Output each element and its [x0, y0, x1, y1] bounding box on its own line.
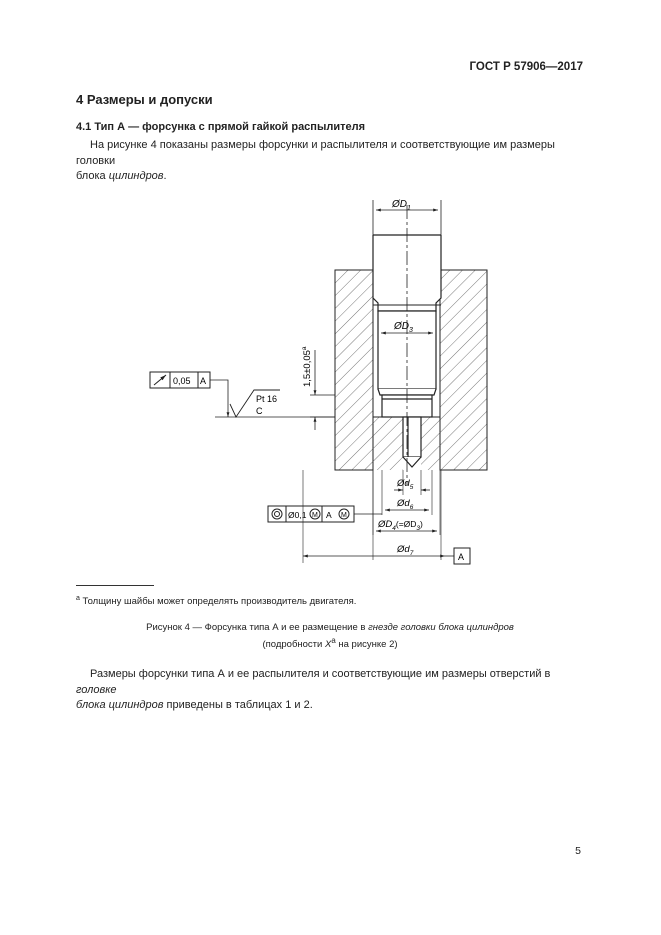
- svg-text:Ød5: $Ød_5$: [397, 478, 414, 491]
- intro-line-2: [76, 170, 167, 182]
- svg-text:Ø0,1: Ø0,1: [288, 510, 307, 520]
- caption-x: X: [324, 639, 332, 651]
- tables-text-b-italic: блока цилиндров: [76, 699, 164, 711]
- svg-text:ØD1: $ØD_1$: [392, 199, 411, 212]
- tables-line-1: [76, 667, 584, 698]
- footnote-rule: [76, 585, 154, 586]
- tables-text-a: Размеры форсунки типа А и ее распылителя и соответствующие им размеры отверстий в: [90, 668, 551, 680]
- dim-D4: [376, 519, 437, 532]
- svg-text:A: A: [458, 552, 465, 562]
- footnote: [76, 595, 356, 607]
- intro-text-italic: цилиндров: [108, 170, 164, 182]
- footnote-marker: a: [76, 595, 80, 602]
- subsection-heading: 4.1 Тип А — форсунка с прямой гайкой распылителя: [76, 121, 365, 133]
- caption-text-b: (подробности: [262, 639, 325, 651]
- page-number: 5: [575, 845, 581, 857]
- caption-sup: a: [331, 636, 336, 645]
- dim-d5: [394, 478, 430, 491]
- intro-line-1: На рисунке 4 показаны размеры форсунки и распылителя и соответствующие им размеры головки: [76, 139, 555, 167]
- caption-line-1: [76, 621, 584, 634]
- svg-text:A: A: [326, 510, 332, 520]
- svg-text:Ød6: $Ød_6$: [397, 498, 414, 511]
- svg-text:M: M: [341, 512, 347, 519]
- intro-text-b: блока: [76, 170, 109, 182]
- svg-text:ØD4(=ØD3): $ØD_4(=ØD_3)$: [378, 519, 423, 532]
- intro-text-end: .: [163, 170, 167, 182]
- document-code: ГОСТ Р 57906—2017: [469, 61, 583, 73]
- caption-text-italic: гнезде головки блока цилиндров: [368, 622, 514, 633]
- position-tolerance-frame: [268, 506, 382, 522]
- svg-text:A: A: [200, 376, 207, 386]
- figure-caption: [76, 621, 584, 651]
- dim-d6: [385, 498, 429, 511]
- injector-drawing: [140, 185, 540, 575]
- runout-tolerance-frame: [150, 372, 228, 417]
- caption-text-c: на рисунке 2): [335, 639, 398, 651]
- svg-text:Pt 16: Pt 16: [256, 394, 278, 404]
- svg-text:C: C: [256, 406, 263, 416]
- footnote-text: Толщину шайбы может определять производитель двигателя.: [82, 596, 357, 608]
- svg-text:1,5±0,05a: 1,5±0,05$^a$: [301, 346, 313, 387]
- intro-paragraph: [76, 138, 584, 185]
- svg-text:ØD3: $ØD_3$: [394, 321, 413, 334]
- svg-text:0,05: 0,05: [173, 376, 191, 386]
- dim-thickness: [301, 346, 335, 430]
- svg-text:M: M: [312, 512, 318, 519]
- caption-line-2: [76, 634, 584, 651]
- svg-text:Ød7: $Ød_7$: [397, 544, 414, 557]
- roughness-symbol: [230, 390, 280, 417]
- caption-text-a: Рисунок 4 — Форсунка типа А и ее размещение в: [146, 622, 369, 633]
- tables-text-b: приведены в таблицах 1 и 2.: [163, 699, 313, 711]
- tables-text-a-italic: головке: [76, 683, 117, 696]
- section-heading: 4 Размеры и допуски: [76, 92, 213, 107]
- tables-paragraph: [76, 667, 584, 714]
- tables-line-2: [76, 699, 313, 711]
